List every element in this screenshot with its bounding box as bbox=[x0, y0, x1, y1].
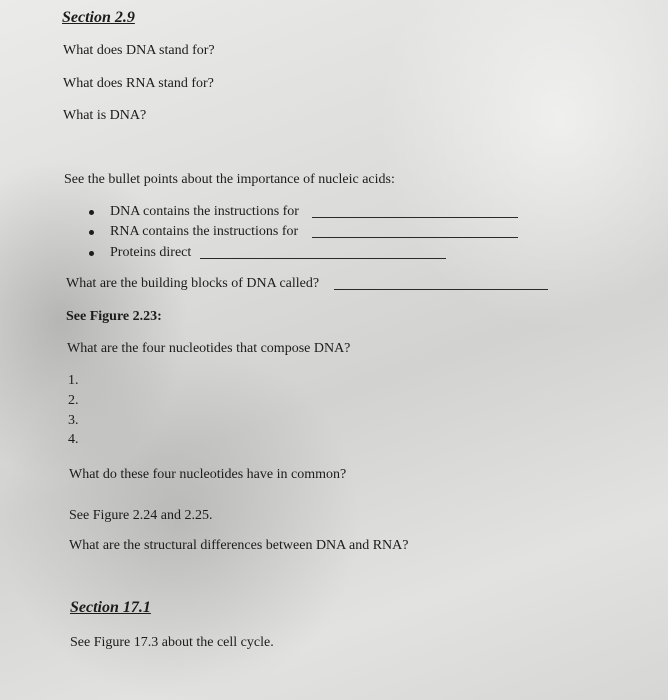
question-what-is-dna: What is DNA? bbox=[63, 108, 147, 123]
see-figure-17-3: See Figure 17.3 about the cell cycle. bbox=[70, 635, 274, 650]
section-heading-17-1: Section 17.1 bbox=[70, 599, 151, 616]
question-nucleotides-common: What do these four nucleotides have in common? bbox=[69, 467, 347, 482]
bullet-marker bbox=[89, 251, 94, 256]
bullet-points-intro: See the bullet points about the importance of nucleic acids: bbox=[64, 172, 395, 187]
answer-number-3: 3. bbox=[68, 413, 79, 428]
question-structural-differences: What are the structural differences between DNA and RNA? bbox=[69, 538, 409, 553]
see-figure-2-24: See Figure 2.24 and 2.25. bbox=[69, 508, 213, 523]
answer-blank-rna-instructions bbox=[312, 237, 518, 238]
bullet-dna-instructions: DNA contains the instructions for bbox=[110, 204, 299, 219]
question-building-blocks: What are the building blocks of DNA called? bbox=[66, 276, 320, 291]
question-dna-stand-for: What does DNA stand for? bbox=[63, 43, 215, 58]
bullet-marker bbox=[89, 210, 94, 215]
answer-blank-building-blocks bbox=[334, 289, 548, 290]
answer-number-1: 1. bbox=[68, 373, 79, 388]
answer-blank-dna-instructions bbox=[312, 217, 518, 218]
section-heading-2-9: Section 2.9 bbox=[62, 9, 135, 26]
see-figure-2-23: See Figure 2.23: bbox=[66, 309, 162, 324]
answer-blank-proteins-direct bbox=[200, 258, 446, 259]
bullet-marker bbox=[89, 230, 94, 235]
question-four-nucleotides: What are the four nucleotides that compose DNA? bbox=[67, 341, 351, 356]
bullet-proteins-direct: Proteins direct bbox=[110, 245, 192, 260]
question-rna-stand-for: What does RNA stand for? bbox=[63, 76, 214, 91]
bullet-rna-instructions: RNA contains the instructions for bbox=[110, 224, 299, 239]
answer-number-4: 4. bbox=[68, 432, 79, 447]
answer-number-2: 2. bbox=[68, 393, 79, 408]
